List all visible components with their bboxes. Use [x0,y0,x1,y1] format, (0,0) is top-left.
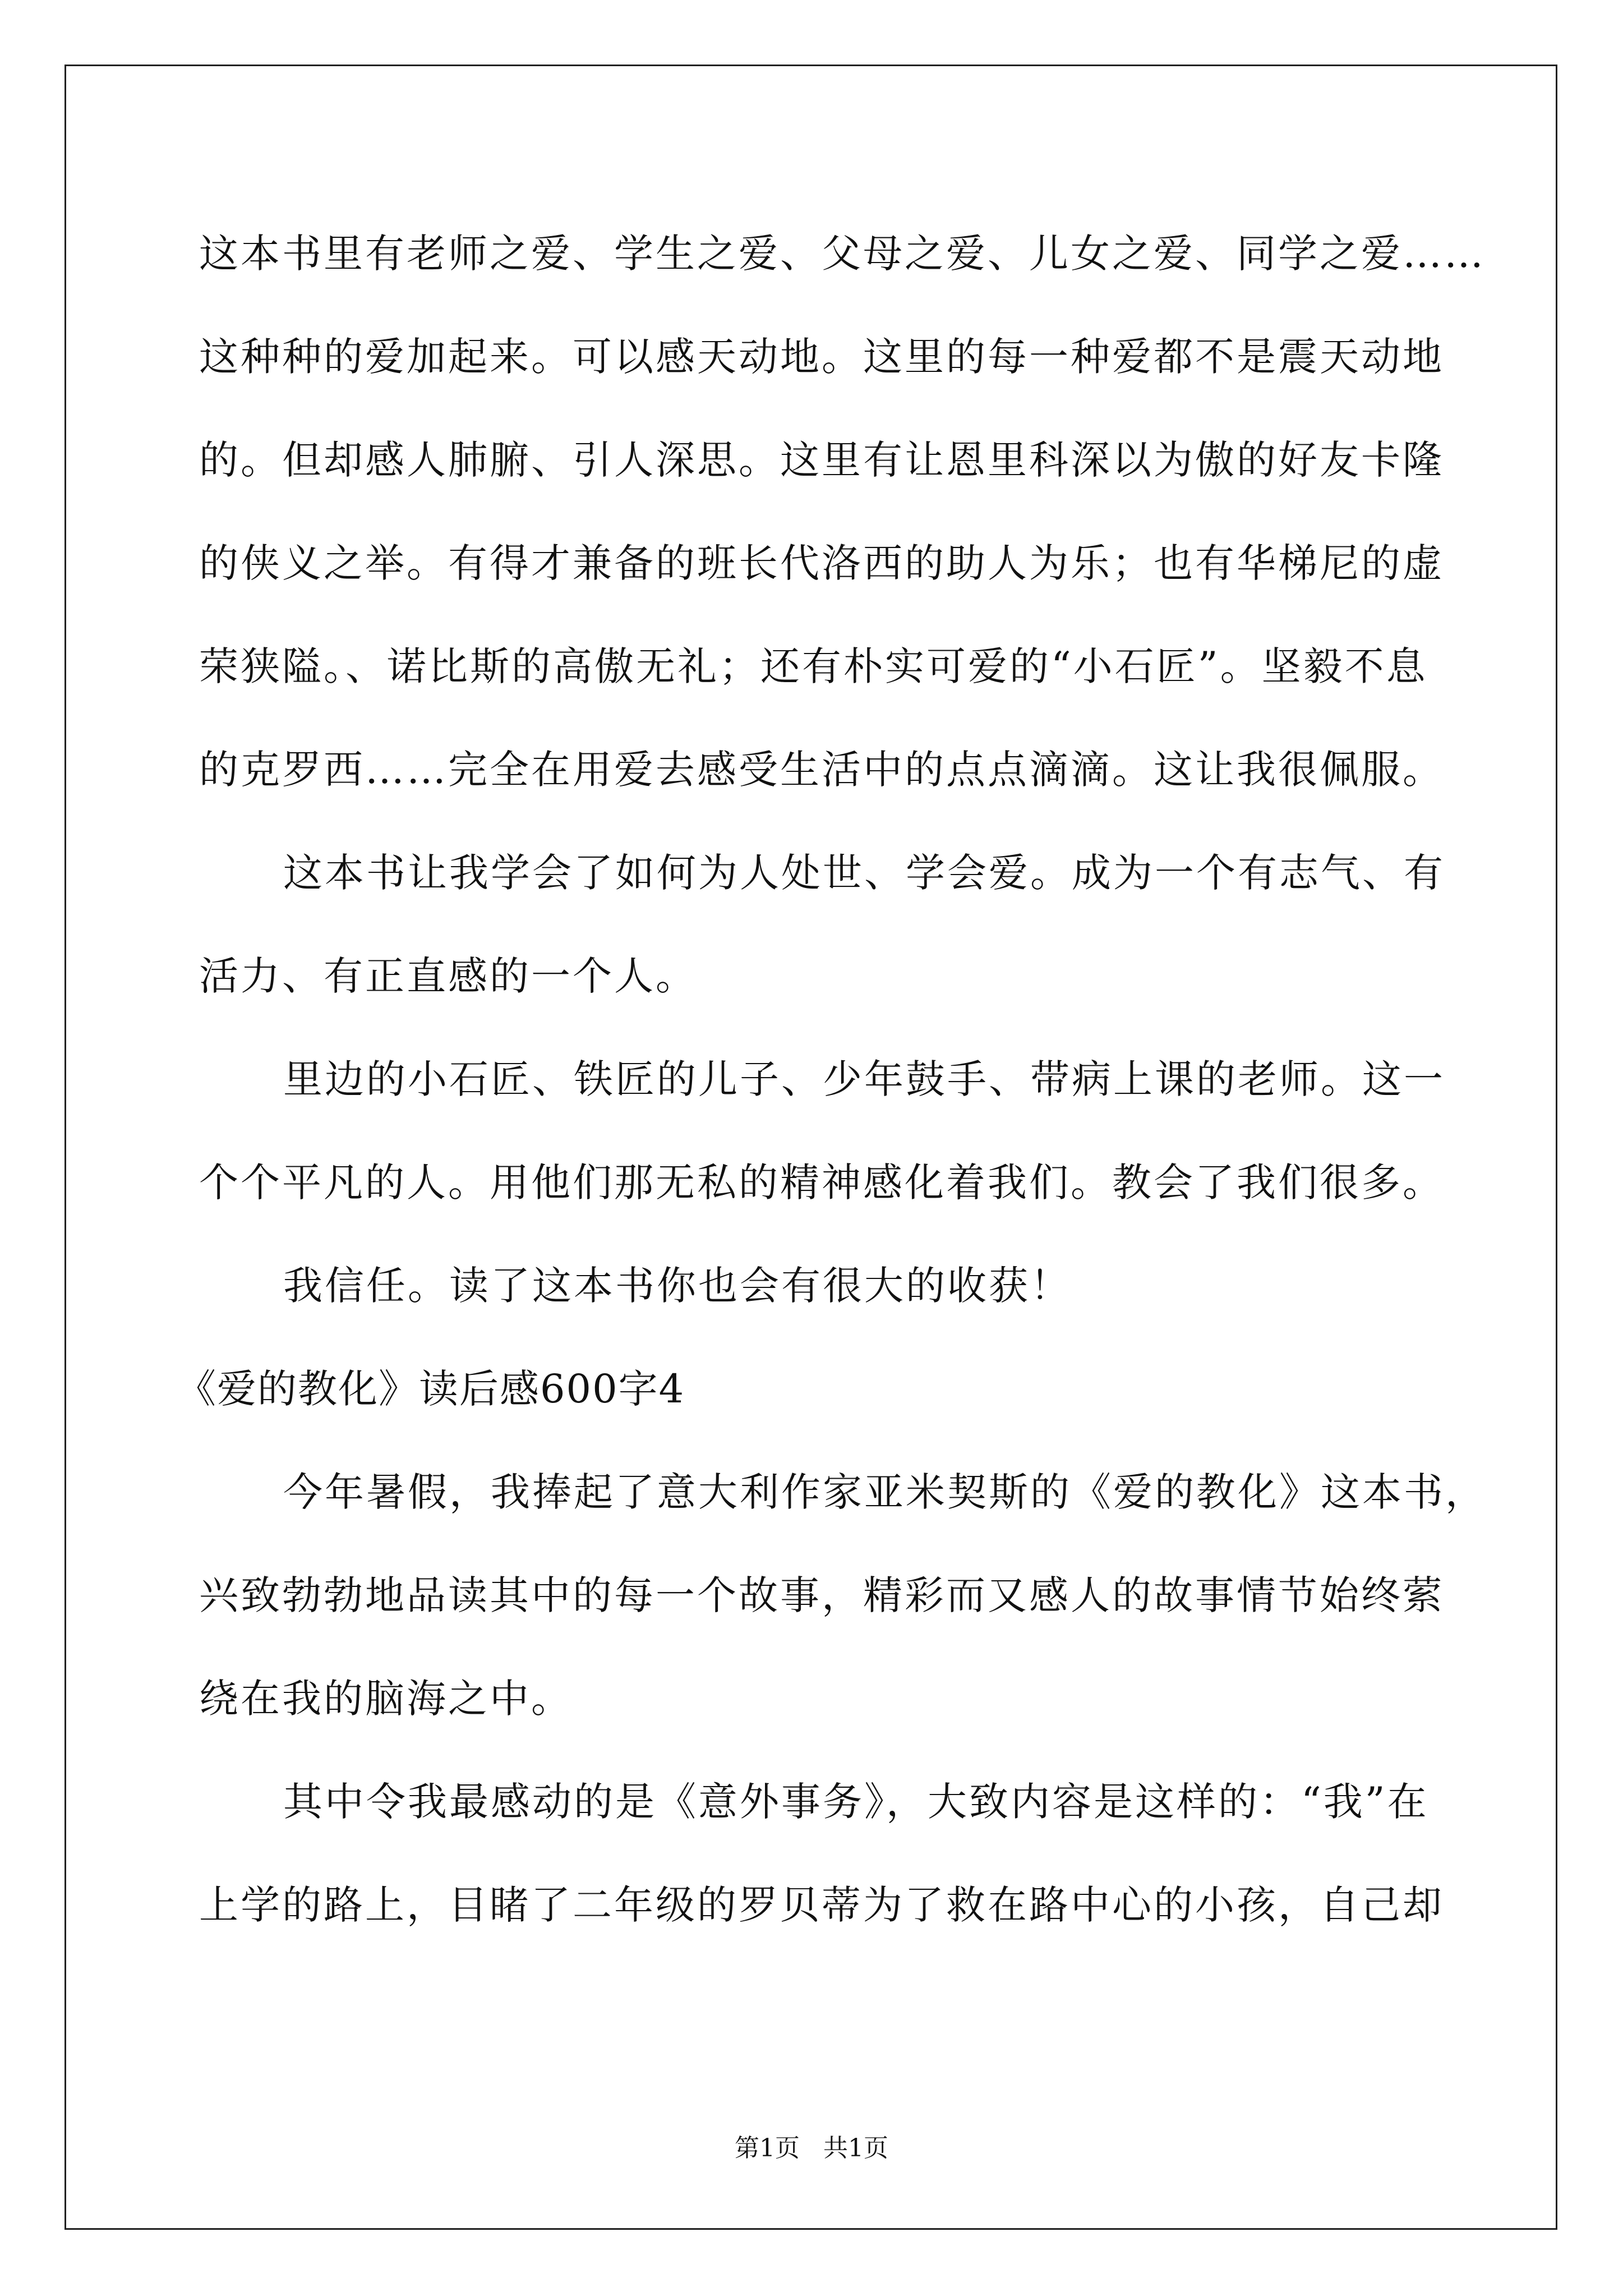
text-line: 荣狭隘。、诺比斯的高傲无礼；还有朴实可爱的“小石匠”。坚毅不息 [199,643,1428,689]
text-line: 活力、有正直感的一个人。 [199,953,697,999]
text-line: 这本书里有老师之爱、学生之爱、父母之爱、儿女之爱、同学之爱…… [199,231,1486,277]
document-body [177,202,1487,1957]
paragraph-start-line: 我信任。读了这本书你也会有很大的收获！ [283,1263,1072,1309]
section-heading: 《爱的教化》读后感600字4 [177,1366,685,1412]
paragraph-start-line: 其中令我最感动的是《意外事务》，大致内容是这样的：“我”在 [283,1779,1429,1825]
paragraph-start-line: 这本书让我学会了如何为人处世、学会爱。成为一个有志气、有 [283,850,1445,896]
text-line: 绕在我的脑海之中。 [199,1676,573,1722]
text-line: 个个平凡的人。用他们那无私的精神感化着我们。教会了我们很多。 [199,1159,1444,1205]
text-line: 的。但却感人肺腑、引人深思。这里有让恩里科深以为傲的好友卡隆 [199,437,1444,483]
text-line: 的侠义之举。有得才兼备的班长代洛西的助人为乐；也有华梯尼的虚 [199,540,1444,586]
text-line: 上学的路上，目睹了二年级的罗贝蒂为了救在路中心的小孩，自己却 [199,1882,1444,1928]
text-line: 这种种的爱加起来。可以感天动地。这里的每一种爱都不是震天动地 [199,334,1444,380]
paragraph-start-line: 今年暑假，我捧起了意大利作家亚米契斯的《爱的教化》这本书， [283,1469,1487,1515]
text-line: 的克罗西……完全在用爱去感受生活中的点点滴滴。这让我很佩服。 [199,747,1444,793]
paragraph-start-line: 里边的小石匠、铁匠的儿子、少年鼓手、带病上课的老师。这一 [283,1056,1445,1102]
text-line: 兴致勃勃地品读其中的每一个故事，精彩而又感人的故事情节始终萦 [199,1572,1444,1618]
page-number-footer: 第1页 共1页 [735,2134,888,2162]
